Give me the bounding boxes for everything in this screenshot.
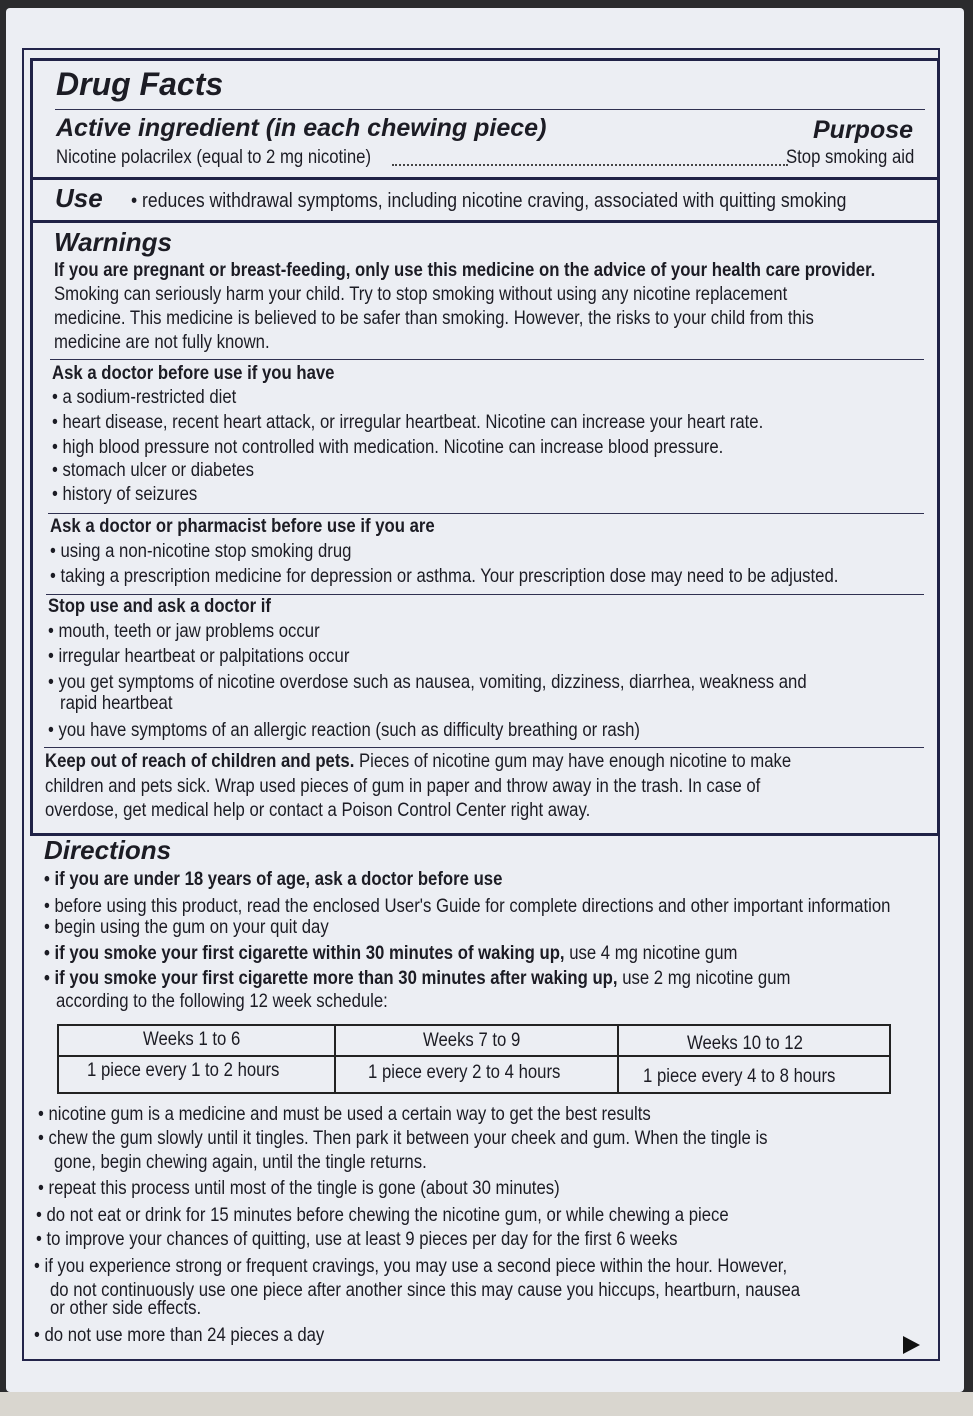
table-column-divider [334,1026,336,1092]
ask-doctor-item: • history of seizures [52,484,198,505]
pregnancy-line-3: medicine are not fully known. [54,332,270,353]
pregnancy-warning-bold: If you are pregnant or breast-feeding, only use this medicine on the advice of your health care provider. [54,260,876,281]
ask-doctor-item: • a sodium-restricted diet [52,387,237,408]
warnings-divider-1 [50,359,924,360]
table-header-weeks-7-9: Weeks 7 to 9 [423,1030,521,1051]
stop-use-item: • you have symptoms of an allergic reaction (such as difficulty breathing or rash) [48,720,640,741]
directions-4mg-rest: use 4 mg nicotine gum [564,943,738,964]
directions-line-cont: gone, begin chewing again, until the tingle returns. [54,1152,427,1173]
directions-line-cont: do not continuously use one piece after another since this may cause you hiccups, heartburn, nausea [50,1280,801,1301]
table-header-weeks-1-6: Weeks 1 to 6 [143,1029,241,1050]
keep-out-rest: Pieces of nicotine gum may have enough nicotine to make [354,751,792,772]
directions-line: • nicotine gum is a medicine and must be used a certain way to get the best results [38,1104,651,1125]
directions-4mg-bold: • if you smoke your first cigarette within 30 minutes of waking up, [44,943,565,964]
table-cell-dose-2: 1 piece every 2 to 4 hours [368,1062,561,1083]
box-bottom-edge [0,1392,973,1416]
directions-heading: Directions [44,835,172,865]
directions-line: • do not use more than 24 pieces a day [34,1325,325,1346]
warnings-divider-4 [44,747,924,748]
table-header-weeks-10-12: Weeks 10 to 12 [687,1033,803,1054]
table-column-divider [617,1026,619,1092]
stop-use-item: • irregular heartbeat or palpitations occur [48,646,350,667]
drug-facts-title: Drug Facts [56,66,224,102]
table-cell-dose-1: 1 piece every 1 to 2 hours [87,1060,280,1081]
dosing-schedule-table [57,1024,891,1094]
purpose-heading: Purpose [813,116,914,144]
stop-use-item: • mouth, teeth or jaw problems occur [48,621,320,642]
stop-use-item-cont: rapid heartbeat [60,693,173,714]
pregnancy-line-2: medicine. This medicine is believed to be safer than smoking. However, the risks to your child from this [54,308,814,329]
keep-out-line-3: overdose, get medical help or contact a Poison Control Center right away. [45,800,591,821]
table-row-divider [59,1055,889,1057]
keep-out-line-2: children and pets sick. Wrap used pieces of gum in paper and throw away in the trash. In case of [45,776,761,797]
dot-leader [392,150,788,166]
directions-bullet-4mg [44,943,737,965]
directions-bullet-quit-day: • begin using the gum on your quit day [44,917,329,938]
directions-bullet-guide: • before using this product, read the enclosed User's Guide for complete directions and other important information [44,896,891,917]
directions-2mg-rest: use 2 mg nicotine gum [617,968,791,989]
use-heading: Use [55,183,103,213]
use-text: • reduces withdrawal symptoms, including nicotine craving, associated with quitting smoking [131,190,847,212]
directions-2mg-bold: • if you smoke your first cigarette more than 30 minutes after waking up, [44,968,618,989]
directions-line: • repeat this process until most of the tingle is gone (about 30 minutes) [38,1178,560,1199]
warnings-heading: Warnings [54,227,172,257]
purpose-text: Stop smoking aid [786,147,915,168]
table-cell-dose-3: 1 piece every 4 to 8 hours [643,1066,836,1087]
directions-bullet-age: • if you are under 18 years of age, ask a doctor before use [44,869,503,890]
keep-out-line-1 [45,751,791,773]
warnings-divider-3 [46,594,924,595]
keep-out-bold: Keep out of reach of children and pets. [45,751,355,772]
ask-pharmacist-item: • taking a prescription medicine for depression or asthma. Your prescription dose may need to be adjusted. [50,566,839,587]
directions-line: • to improve your chances of quitting, use at least 9 pieces per day for the first 6 weeks [36,1229,678,1250]
ask-doctor-item: • heart disease, recent heart attack, or irregular heartbeat. Nicotine can increase your heart rate. [52,412,764,433]
stop-use-heading: Stop use and ask a doctor if [48,596,271,617]
ask-pharmacist-heading: Ask a doctor or pharmacist before use if you are [50,516,435,537]
continue-arrow-icon [903,1336,920,1354]
active-ingredient-text: Nicotine polacrilex (equal to 2 mg nicotine) [56,147,372,168]
ask-pharmacist-item: • using a non-nicotine stop smoking drug [50,541,352,562]
title-divider [55,109,925,110]
active-ingredient-heading: Active ingredient (in each chewing piece) [56,114,547,142]
directions-schedule-intro: according to the following 12 week schedule: [56,991,388,1012]
stop-use-item: • you get symptoms of nicotine overdose such as nausea, vomiting, dizziness, diarrhea, weakness and [48,672,807,693]
directions-bullet-2mg [44,968,790,990]
ask-doctor-item: • stomach ulcer or diabetes [52,460,254,481]
warnings-divider-2 [48,513,924,514]
directions-line: • chew the gum slowly until it tingles. Then park it between your cheek and gum. When the tingle is [38,1128,768,1149]
directions-line-cont: or other side effects. [50,1298,202,1319]
ask-doctor-heading: Ask a doctor before use if you have [52,363,335,384]
ask-doctor-item: • high blood pressure not controlled with medication. Nicotine can increase blood pressure. [52,437,724,458]
pregnancy-line-1: Smoking can seriously harm your child. Try to stop smoking without using any nicotine replacement [54,284,788,305]
directions-line: • do not eat or drink for 15 minutes before chewing the nicotine gum, or while chewing a piece [36,1205,729,1226]
directions-line: • if you experience strong or frequent cravings, you may use a second piece within the hour. However, [34,1256,788,1277]
